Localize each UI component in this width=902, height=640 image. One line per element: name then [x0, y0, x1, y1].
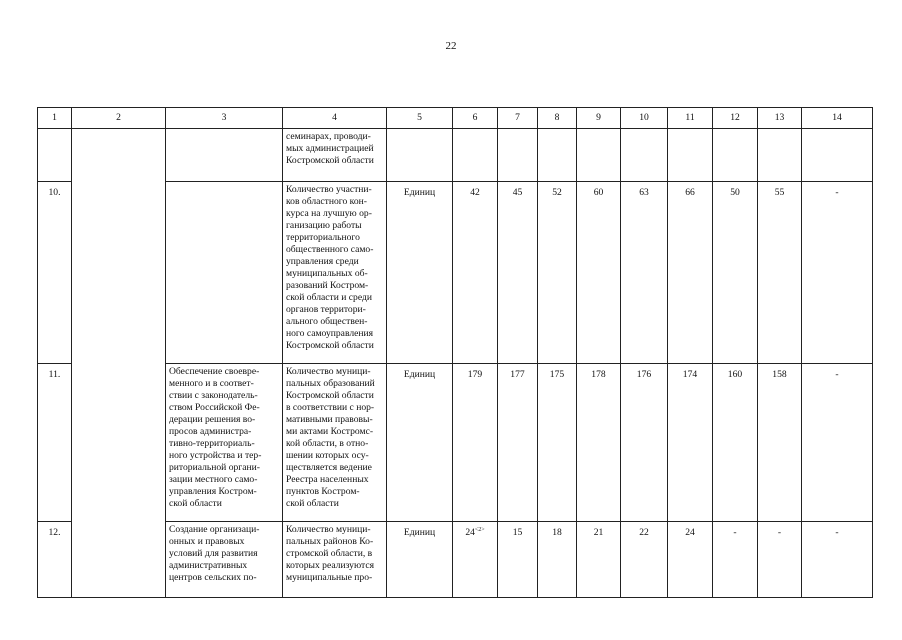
value-text: 24: [465, 527, 475, 538]
value-cell: 18: [538, 522, 577, 598]
goal-text: Обеспечение своевре- менного и в соответ- ствии с законодатель- ством Российской Фе- дерации решения во- просов администра- тивно-территориаль- ного устройства и тер- риториальной органи- зации местного само- управления Костром- ской области: [169, 366, 262, 509]
indicator-cell: [283, 129, 387, 182]
column-number: 8: [538, 108, 577, 129]
column-number: 4: [283, 108, 387, 129]
value-cell: 158: [758, 364, 802, 522]
indicator-cell: [283, 522, 387, 598]
value-cell: -: [802, 364, 873, 522]
column-number: 7: [498, 108, 538, 129]
table-row: [38, 129, 873, 182]
value-cell: [498, 129, 538, 182]
column-number: 11: [668, 108, 713, 129]
value-cell: -: [713, 522, 758, 598]
value-cell: 175: [538, 364, 577, 522]
column-number: 2: [72, 108, 166, 129]
column-number: 5: [387, 108, 453, 129]
value-cell: [668, 129, 713, 182]
column-number-row: [38, 108, 873, 129]
value-cell: 66: [668, 182, 713, 364]
indicator-cell: [283, 364, 387, 522]
indicator-text: Количество участни- ков областного кон- курса на лучшую ор- ганизацию работы территориального общественного само- управления среди муниципальных об- разований Костром- ской области и среди органов территори- ального обществен- ного самоуправления Костромской области: [286, 184, 374, 351]
value-cell-with-note: [453, 522, 498, 598]
value-cell: [802, 129, 873, 182]
value-cell: [453, 129, 498, 182]
value-cell: 176: [621, 364, 668, 522]
value-cell: 174: [668, 364, 713, 522]
column-number: 12: [713, 108, 758, 129]
value-cell: 63: [621, 182, 668, 364]
value-cell: 177: [498, 364, 538, 522]
indicator-cell: [283, 182, 387, 364]
value-cell: 24: [668, 522, 713, 598]
value-cell: 178: [577, 364, 621, 522]
unit-cell: Единиц: [387, 182, 453, 364]
merged-empty-cell: [72, 129, 166, 598]
value-cell: -: [758, 522, 802, 598]
column-number: 1: [38, 108, 72, 129]
row-index: [38, 129, 72, 182]
value-cell: -: [802, 522, 873, 598]
indicator-text: Количество муници- пальных районов Ко- стромской области, в которых реализуются муниципальные про-: [286, 524, 374, 583]
column-number: 6: [453, 108, 498, 129]
footnote-marker: <2>: [474, 527, 485, 533]
value-cell: 60: [577, 182, 621, 364]
value-cell: 15: [498, 522, 538, 598]
value-cell: 50: [713, 182, 758, 364]
value-cell: 52: [538, 182, 577, 364]
unit-cell: Единиц: [387, 522, 453, 598]
indicator-text: Количество муници- пальных образований Костромской области в соответствии с нор- мативными правовы- ми актами Костромс- кой области, в отно- шении которых осу- ществляется ведение Реестра населенных пунктов Костром- ской области: [286, 366, 375, 509]
column-number: 3: [166, 108, 283, 129]
value-cell: [621, 129, 668, 182]
value-cell: 21: [577, 522, 621, 598]
value-cell: 55: [758, 182, 802, 364]
indicators-table: [37, 107, 873, 598]
value-cell: 22: [621, 522, 668, 598]
value-cell: [538, 129, 577, 182]
goal-text: Создание организаци- онных и правовых условий для развития административных центров сельских по-: [169, 524, 260, 583]
goal-cell: [166, 182, 283, 364]
goal-cell: [166, 522, 283, 598]
page-number: 22: [445, 40, 457, 52]
value-cell: [577, 129, 621, 182]
value-cell: 160: [713, 364, 758, 522]
value-cell: -: [802, 182, 873, 364]
row-index: 10.: [38, 182, 72, 364]
unit-cell: Единиц: [387, 364, 453, 522]
unit-cell: [387, 129, 453, 182]
column-number: 9: [577, 108, 621, 129]
goal-cell: [166, 364, 283, 522]
column-number: 10: [621, 108, 668, 129]
column-number: 14: [802, 108, 873, 129]
value-cell: [713, 129, 758, 182]
column-number: 13: [758, 108, 802, 129]
row-index: 12.: [38, 522, 72, 598]
value-cell: 179: [453, 364, 498, 522]
indicator-text: семинарах, проводи- мых администрацией Костромской области: [286, 131, 374, 166]
row-index: 11.: [38, 364, 72, 522]
value-cell: 42: [453, 182, 498, 364]
value-cell: [758, 129, 802, 182]
value-cell: 45: [498, 182, 538, 364]
goal-cell: [166, 129, 283, 182]
